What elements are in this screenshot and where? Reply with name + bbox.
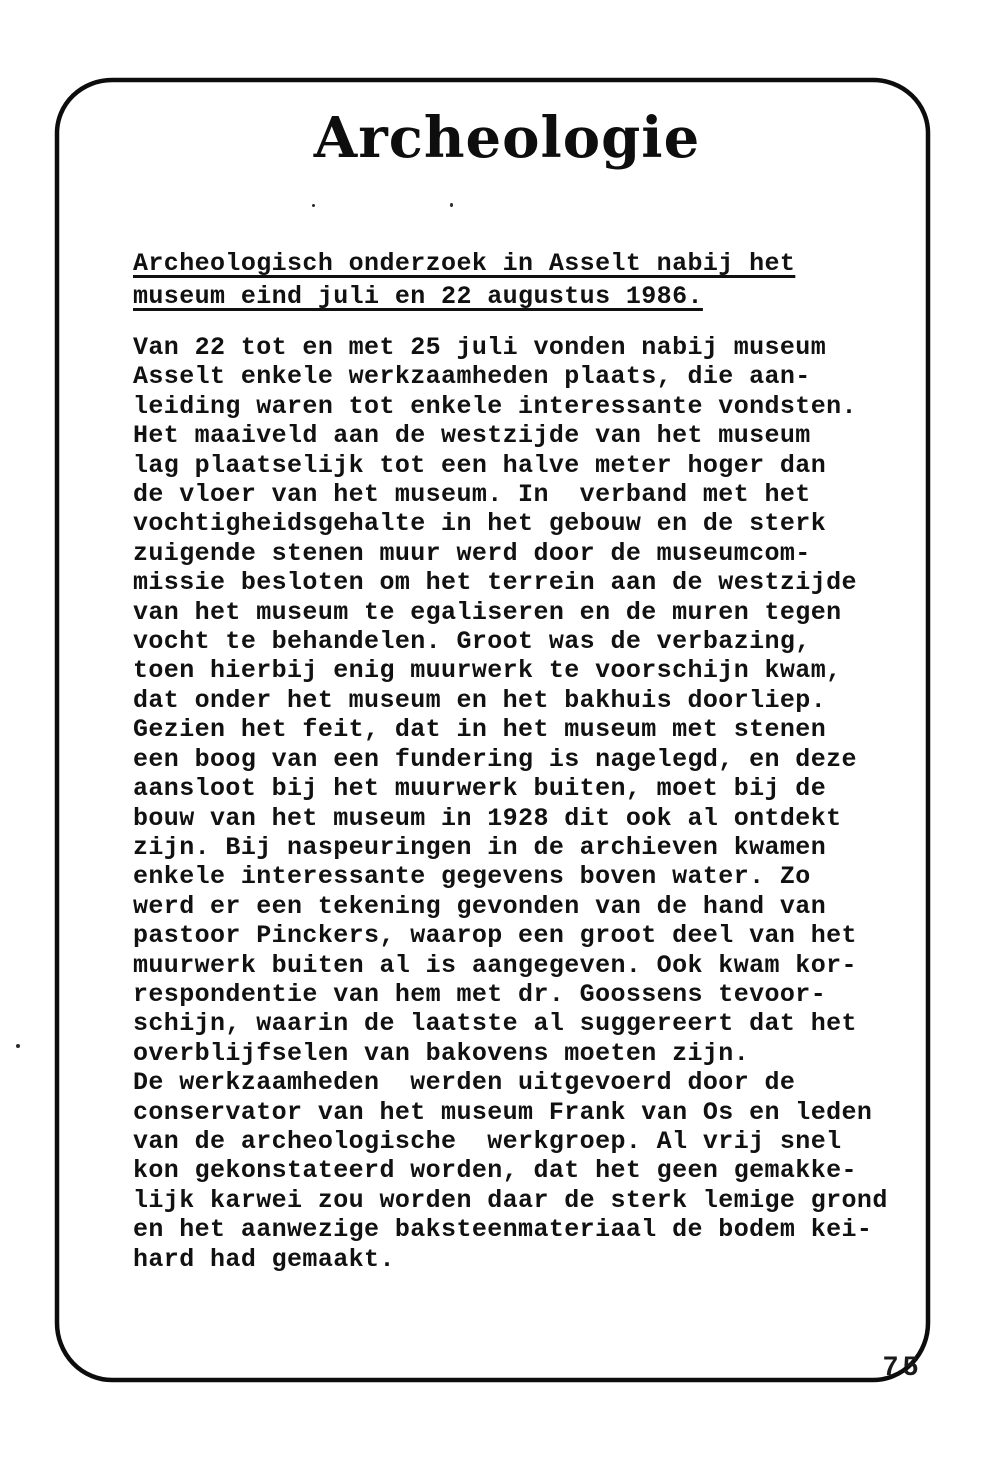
body-text-line: Het maaiveld aan de westzijde van het museum bbox=[133, 421, 811, 451]
body-text-line: leiding waren tot enkele interessante vondsten. bbox=[133, 391, 857, 421]
body-text-line: hard had gemaakt. bbox=[133, 1244, 395, 1274]
body-text-line: muurwerk buiten al is aangegeven. Ook kwam kor- bbox=[133, 950, 857, 980]
article-heading-line-1: Archeologisch onderzoek in Asselt nabij het bbox=[133, 249, 796, 278]
article-heading bbox=[133, 247, 795, 313]
body-text-line: Gezien het feit, dat in het museum met stenen bbox=[133, 715, 827, 745]
body-text-line: bouw van het museum in 1928 dit ook al ontdekt bbox=[133, 803, 842, 833]
body-text-line: toen hierbij enig muurwerk te voorschijn kwam, bbox=[133, 656, 842, 686]
scan-speckle bbox=[16, 1044, 20, 1048]
body-text-line: dat onder het museum en het bakhuis doorliep. bbox=[133, 685, 827, 715]
scan-speckle bbox=[450, 203, 453, 207]
body-text-line: overblijfselen van bakovens moeten zijn. bbox=[133, 1038, 750, 1068]
body-text-line: zijn. Bij naspeuringen in de archieven kwamen bbox=[133, 832, 827, 862]
body-text-line: kon gekonstateerd worden, dat het geen gemakke- bbox=[133, 1156, 857, 1186]
body-text-line: en het aanwezige baksteenmateriaal de bodem kei- bbox=[133, 1215, 873, 1245]
body-text-line: Van 22 tot en met 25 juli vonden nabij museum bbox=[133, 333, 827, 362]
page-title: Archeologie bbox=[313, 105, 701, 171]
article-body bbox=[133, 333, 888, 1274]
body-text-line: een boog van een fundering is nagelegd, en deze bbox=[133, 744, 857, 774]
body-text-line: aansloot bij het muurwerk buiten, moet bij de bbox=[133, 774, 827, 804]
body-text-line: enkele interessante gegevens boven water. Zo bbox=[133, 862, 811, 892]
page-number: 75 bbox=[883, 1351, 924, 1381]
body-text-line: missie besloten om het terrein aan de westzijde bbox=[133, 568, 857, 598]
body-text-line: werd er een tekening gevonden van de hand van bbox=[133, 891, 827, 921]
body-text-line: schijn, waarin de laatste al suggereert dat het bbox=[133, 1009, 857, 1039]
body-text-line: pastoor Pinckers, waarop een groot deel van het bbox=[133, 921, 857, 951]
article-heading-line-2: museum eind juli en 22 augustus 1986. bbox=[133, 282, 703, 311]
body-text-line: conservator van het museum Frank van Os en leden bbox=[133, 1097, 873, 1127]
body-text-line: de vloer van het museum. In verband met het bbox=[133, 480, 811, 510]
body-text-line: vochtigheidsgehalte in het gebouw en de sterk bbox=[133, 509, 827, 539]
scan-speckle bbox=[312, 204, 315, 207]
body-text-line: van het museum te egaliseren en de muren tegen bbox=[133, 597, 842, 627]
body-text-line: respondentie van hem met dr. Goossens tevoor- bbox=[133, 979, 827, 1009]
body-text-line: vocht te behandelen. Groot was de verbazing, bbox=[133, 627, 811, 657]
body-text-line: zuigende stenen muur werd door de museumcom- bbox=[133, 538, 811, 568]
body-text-line: lag plaatselijk tot een halve meter hoger dan bbox=[133, 450, 827, 480]
body-text-line: Asselt enkele werkzaamheden plaats, die aan- bbox=[133, 362, 811, 392]
body-text-line: lijk karwei zou worden daar de sterk lemige grond bbox=[133, 1185, 888, 1215]
body-text-line: van de archeologische werkgroep. Al vrij snel bbox=[133, 1126, 842, 1156]
body-text-line: De werkzaamheden werden uitgevoerd door de bbox=[133, 1068, 796, 1098]
